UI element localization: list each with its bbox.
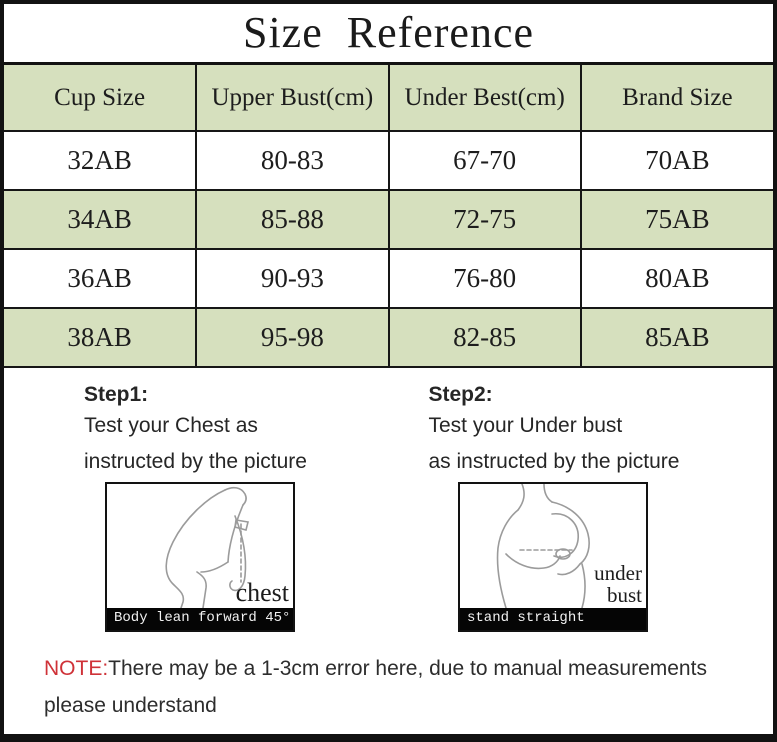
step2-line1: Test your Under bust — [428, 414, 623, 437]
step1-line1: Test your Chest as — [84, 414, 258, 437]
table-row — [4, 190, 773, 249]
under-bust-label — [594, 562, 642, 606]
stand-straight-illustration — [460, 484, 646, 608]
step1-instructions — [84, 383, 429, 474]
underbust-figure-caption: stand straight — [460, 608, 646, 630]
table-row — [4, 131, 773, 190]
col-header-brand-size: Brand Size — [581, 65, 773, 131]
table-row — [4, 308, 773, 367]
table-cell: 70AB — [581, 131, 773, 190]
table-cell: 80AB — [581, 249, 773, 308]
note-line1: There may be a 1-3cm error here, due to manual measurements — [108, 657, 707, 680]
note-prefix: NOTE: — [44, 657, 109, 680]
step2-line2: as instructed by the picture — [428, 450, 680, 473]
under-bust-label-line2: bust — [606, 582, 642, 607]
table-cell: 75AB — [581, 190, 773, 249]
table-cell: 38AB — [4, 308, 196, 367]
table-cell: 85AB — [581, 308, 773, 367]
chest-label: chest — [235, 578, 289, 607]
col-header-under-bust: Under Best(cm) — [389, 65, 581, 131]
table-header-row — [4, 65, 773, 131]
table-cell: 34AB — [4, 190, 196, 249]
table-cell: 85-88 — [196, 190, 388, 249]
table-row — [4, 249, 773, 308]
table-cell: 67-70 — [389, 131, 581, 190]
table-cell: 82-85 — [389, 308, 581, 367]
measurement-steps — [4, 368, 773, 474]
page-title: Size Reference — [4, 4, 773, 65]
under-bust-label-line1: under — [594, 560, 642, 585]
size-table — [4, 65, 773, 368]
table-cell: 95-98 — [196, 308, 388, 367]
note-line2: please understand — [44, 694, 217, 717]
table-cell: 80-83 — [196, 131, 388, 190]
underbust-measure-figure — [458, 482, 648, 632]
col-header-upper-bust: Upper Bust(cm) — [196, 65, 388, 131]
table-cell: 76-80 — [389, 249, 581, 308]
measurement-figures — [105, 482, 773, 632]
step1-line2: instructed by the picture — [84, 450, 307, 473]
chest-figure-caption: Body lean forward 45° — [107, 608, 293, 630]
measurement-note — [44, 650, 733, 724]
step1-label: Step1: — [84, 383, 149, 406]
lean-forward-illustration — [107, 484, 293, 608]
chest-measure-figure — [105, 482, 295, 632]
step2-label: Step2: — [428, 383, 493, 406]
table-cell: 72-75 — [389, 190, 581, 249]
step2-instructions — [429, 383, 774, 474]
col-header-cup-size: Cup Size — [4, 65, 196, 131]
table-cell: 32AB — [4, 131, 196, 190]
table-cell: 90-93 — [196, 249, 388, 308]
table-cell: 36AB — [4, 249, 196, 308]
